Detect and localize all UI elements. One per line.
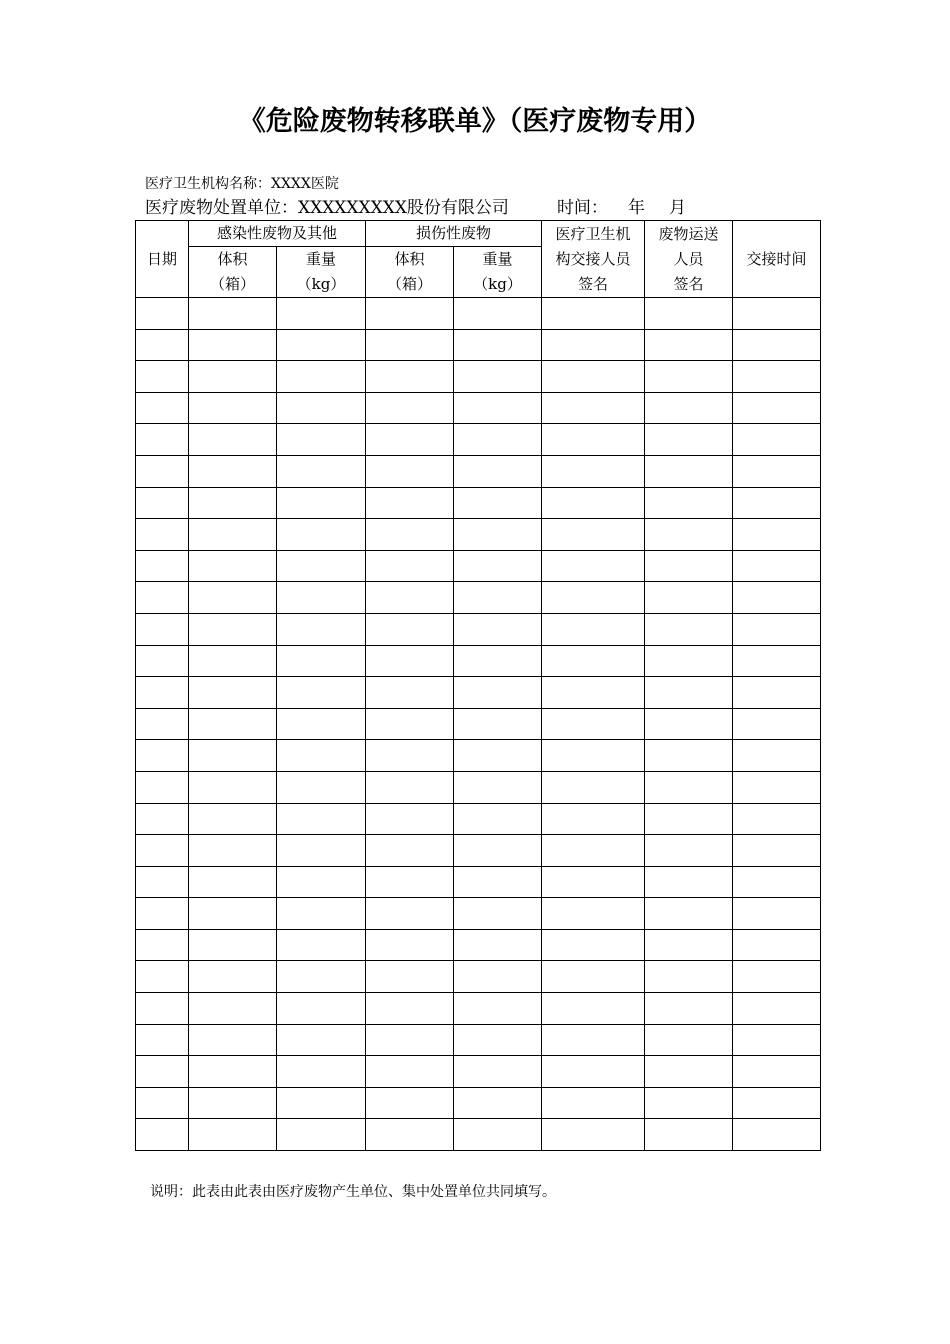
injury-volume-cell[interactable] <box>366 1024 454 1056</box>
injury-weight-cell[interactable] <box>454 740 542 772</box>
injury-weight-cell[interactable] <box>454 961 542 993</box>
handover-time-cell[interactable] <box>733 613 821 645</box>
table-row <box>136 1087 821 1119</box>
infectious-weight-cell[interactable] <box>277 519 366 551</box>
table-row <box>136 708 821 740</box>
handover-time-cell[interactable] <box>733 455 821 487</box>
handover-time-cell[interactable] <box>733 929 821 961</box>
infectious-volume-cell[interactable] <box>189 677 277 709</box>
facility-signature-cell[interactable] <box>542 929 645 961</box>
injury-volume-cell[interactable] <box>366 677 454 709</box>
facility-signature-header <box>542 221 645 298</box>
infectious-weight-cell[interactable] <box>277 392 366 424</box>
transport-signature-cell[interactable] <box>645 993 733 1025</box>
infectious-volume-cell[interactable] <box>189 1024 277 1056</box>
table-row <box>136 898 821 930</box>
injury-weight-cell[interactable] <box>454 866 542 898</box>
infectious-waste-header: 感染性废物及其他 <box>189 221 366 247</box>
facility-signature-cell[interactable] <box>542 866 645 898</box>
transport-signature-cell[interactable] <box>645 298 733 330</box>
infectious-weight-cell[interactable] <box>277 803 366 835</box>
injury-volume-cell[interactable] <box>366 392 454 424</box>
table-row <box>136 866 821 898</box>
table-row <box>136 550 821 582</box>
transport-signature-cell[interactable] <box>645 929 733 961</box>
table-row <box>136 424 821 456</box>
injury-weight-cell[interactable] <box>454 613 542 645</box>
facility-signature-cell[interactable] <box>542 613 645 645</box>
injury-volume-cell[interactable] <box>366 771 454 803</box>
infectious-weight-cell[interactable] <box>277 1119 366 1151</box>
infectious-volume-cell[interactable] <box>189 613 277 645</box>
infectious-volume-cell[interactable] <box>189 582 277 614</box>
injury-volume-cell[interactable] <box>366 487 454 519</box>
facility-signature-cell[interactable] <box>542 961 645 993</box>
transport-signature-cell[interactable] <box>645 487 733 519</box>
handover-time-cell[interactable] <box>733 993 821 1025</box>
transport-signature-line-2: 人员 <box>673 249 704 268</box>
transport-signature-cell[interactable] <box>645 835 733 867</box>
date-cell[interactable] <box>136 487 189 519</box>
injury-weight-cell[interactable] <box>454 455 542 487</box>
infectious-weight-cell[interactable] <box>277 424 366 456</box>
injury-weight-cell[interactable] <box>454 1087 542 1119</box>
transport-signature-cell[interactable] <box>645 803 733 835</box>
handover-time-cell[interactable] <box>733 329 821 361</box>
weight-label: 重量 <box>482 250 513 268</box>
table-row <box>136 613 821 645</box>
injury-weight-cell[interactable] <box>454 708 542 740</box>
facility-signature-line-3: 签名 <box>578 274 609 293</box>
infectious-volume-cell[interactable] <box>189 866 277 898</box>
injury-volume-cell[interactable] <box>366 613 454 645</box>
transport-signature-cell[interactable] <box>645 519 733 551</box>
facility-signature-cell[interactable] <box>542 993 645 1025</box>
injury-volume-cell[interactable] <box>366 1056 454 1088</box>
infectious-weight-cell[interactable] <box>277 298 366 330</box>
date-cell[interactable] <box>136 1024 189 1056</box>
transport-signature-cell[interactable] <box>645 645 733 677</box>
handover-time-cell[interactable] <box>733 835 821 867</box>
injury-weight-cell[interactable] <box>454 803 542 835</box>
infectious-volume-cell[interactable] <box>189 361 277 393</box>
table-row <box>136 329 821 361</box>
transport-signature-cell[interactable] <box>645 550 733 582</box>
handover-time-cell[interactable] <box>733 898 821 930</box>
injury-weight-cell[interactable] <box>454 487 542 519</box>
infectious-weight-cell[interactable] <box>277 771 366 803</box>
table-row <box>136 519 821 551</box>
infectious-volume-cell[interactable] <box>189 1119 277 1151</box>
infectious-weight-cell[interactable] <box>277 677 366 709</box>
date-header: 日期 <box>136 221 189 298</box>
infectious-volume-cell[interactable] <box>189 803 277 835</box>
date-cell[interactable] <box>136 993 189 1025</box>
handover-time-cell[interactable] <box>733 550 821 582</box>
date-cell[interactable] <box>136 929 189 961</box>
waste-transfer-table <box>135 220 821 1151</box>
date-cell[interactable] <box>136 550 189 582</box>
transport-signature-cell[interactable] <box>645 740 733 772</box>
date-cell[interactable] <box>136 961 189 993</box>
facility-signature-line-1: 医疗卫生机 <box>555 224 631 243</box>
facility-signature-cell[interactable] <box>542 835 645 867</box>
table-row <box>136 993 821 1025</box>
injury-volume-cell[interactable] <box>366 866 454 898</box>
infectious-weight-cell[interactable] <box>277 1024 366 1056</box>
table-row <box>136 677 821 709</box>
handover-time-cell[interactable] <box>733 708 821 740</box>
infectious-volume-cell[interactable] <box>189 455 277 487</box>
infectious-volume-header <box>189 247 277 298</box>
infectious-weight-cell[interactable] <box>277 455 366 487</box>
handover-time-cell[interactable] <box>733 424 821 456</box>
table-row <box>136 361 821 393</box>
handover-time-cell[interactable] <box>733 487 821 519</box>
transport-signature-cell[interactable] <box>645 455 733 487</box>
infectious-weight-cell[interactable] <box>277 740 366 772</box>
handover-time-cell[interactable] <box>733 519 821 551</box>
weight-unit: （kg） <box>296 275 346 293</box>
injury-weight-cell[interactable] <box>454 582 542 614</box>
injury-weight-cell[interactable] <box>454 1024 542 1056</box>
infectious-volume-cell[interactable] <box>189 392 277 424</box>
infectious-volume-cell[interactable] <box>189 329 277 361</box>
infectious-weight-header <box>277 247 366 298</box>
injury-volume-header <box>366 247 454 298</box>
injury-volume-cell[interactable] <box>366 550 454 582</box>
infectious-volume-cell[interactable] <box>189 424 277 456</box>
weight-unit: （kg） <box>473 275 522 293</box>
time-label: 时间： <box>556 198 608 218</box>
transport-signature-cell[interactable] <box>645 771 733 803</box>
injury-volume-cell[interactable] <box>366 835 454 867</box>
infectious-volume-cell[interactable] <box>189 740 277 772</box>
facility-signature-cell[interactable] <box>542 424 645 456</box>
infectious-weight-cell[interactable] <box>277 1056 366 1088</box>
transport-signature-header <box>645 221 733 298</box>
handover-time-cell[interactable] <box>733 771 821 803</box>
injury-weight-cell[interactable] <box>454 677 542 709</box>
injury-weight-cell[interactable] <box>454 519 542 551</box>
facility-signature-cell[interactable] <box>542 361 645 393</box>
date-cell[interactable] <box>136 1087 189 1119</box>
date-cell[interactable] <box>136 645 189 677</box>
infectious-weight-cell[interactable] <box>277 550 366 582</box>
date-cell[interactable] <box>136 392 189 424</box>
date-cell[interactable] <box>136 298 189 330</box>
date-cell[interactable] <box>136 708 189 740</box>
handover-time-header: 交接时间 <box>733 221 821 298</box>
transport-signature-cell[interactable] <box>645 329 733 361</box>
handover-time-cell[interactable] <box>733 677 821 709</box>
facility-signature-cell[interactable] <box>542 708 645 740</box>
infectious-weight-cell[interactable] <box>277 929 366 961</box>
injury-weight-header <box>454 247 542 298</box>
injury-weight-cell[interactable] <box>454 550 542 582</box>
injury-volume-cell[interactable] <box>366 298 454 330</box>
infectious-volume-cell[interactable] <box>189 519 277 551</box>
infectious-weight-cell[interactable] <box>277 993 366 1025</box>
infectious-volume-cell[interactable] <box>189 771 277 803</box>
infectious-weight-cell[interactable] <box>277 645 366 677</box>
facility-signature-cell[interactable] <box>542 455 645 487</box>
medical-institution-line <box>145 174 339 194</box>
injury-weight-cell[interactable] <box>454 835 542 867</box>
table-body <box>136 298 821 1151</box>
handover-time-cell[interactable] <box>733 803 821 835</box>
facility-signature-cell[interactable] <box>542 771 645 803</box>
injury-waste-header: 损伤性废物 <box>366 221 542 247</box>
volume-label: 体积 <box>394 250 425 268</box>
volume-unit: （箱） <box>209 275 255 293</box>
infectious-weight-cell[interactable] <box>277 329 366 361</box>
infectious-volume-cell[interactable] <box>189 298 277 330</box>
handover-time-cell[interactable] <box>733 1087 821 1119</box>
date-cell[interactable] <box>136 613 189 645</box>
month-label: 月 <box>668 198 686 218</box>
table-row <box>136 582 821 614</box>
infectious-weight-cell[interactable] <box>277 961 366 993</box>
date-cell[interactable] <box>136 1119 189 1151</box>
transport-signature-line-3: 签名 <box>673 274 704 293</box>
date-cell[interactable] <box>136 519 189 551</box>
disposal-unit-line <box>145 196 686 220</box>
facility-signature-cell[interactable] <box>542 519 645 551</box>
facility-signature-cell[interactable] <box>542 1087 645 1119</box>
transport-signature-cell[interactable] <box>645 613 733 645</box>
facility-signature-cell[interactable] <box>542 1024 645 1056</box>
facility-signature-cell[interactable] <box>542 550 645 582</box>
facility-signature-cell[interactable] <box>542 740 645 772</box>
infectious-volume-cell[interactable] <box>189 708 277 740</box>
injury-weight-cell[interactable] <box>454 1119 542 1151</box>
handover-time-cell[interactable] <box>733 1024 821 1056</box>
injury-weight-cell[interactable] <box>454 298 542 330</box>
infectious-volume-cell[interactable] <box>189 1056 277 1088</box>
table-row <box>136 392 821 424</box>
infectious-weight-cell[interactable] <box>277 866 366 898</box>
handover-time-cell[interactable] <box>733 1119 821 1151</box>
transport-signature-cell[interactable] <box>645 898 733 930</box>
transport-signature-cell[interactable] <box>645 708 733 740</box>
infectious-weight-cell[interactable] <box>277 1087 366 1119</box>
infectious-volume-cell[interactable] <box>189 993 277 1025</box>
table-row <box>136 803 821 835</box>
injury-volume-cell[interactable] <box>366 898 454 930</box>
date-cell[interactable] <box>136 740 189 772</box>
volume-label: 体积 <box>217 250 248 268</box>
handover-time-cell[interactable] <box>733 582 821 614</box>
date-cell[interactable] <box>136 424 189 456</box>
date-cell[interactable] <box>136 898 189 930</box>
table-row <box>136 961 821 993</box>
date-cell[interactable] <box>136 361 189 393</box>
transport-signature-cell[interactable] <box>645 677 733 709</box>
date-cell[interactable] <box>136 1056 189 1088</box>
transport-signature-cell[interactable] <box>645 361 733 393</box>
transport-signature-cell[interactable] <box>645 582 733 614</box>
infectious-volume-cell[interactable] <box>189 929 277 961</box>
infectious-weight-cell[interactable] <box>277 613 366 645</box>
injury-weight-cell[interactable] <box>454 329 542 361</box>
table-row <box>136 740 821 772</box>
handover-time-cell[interactable] <box>733 645 821 677</box>
facility-signature-cell[interactable] <box>542 677 645 709</box>
facility-signature-cell[interactable] <box>542 392 645 424</box>
injury-weight-cell[interactable] <box>454 771 542 803</box>
injury-volume-cell[interactable] <box>366 582 454 614</box>
facility-signature-cell[interactable] <box>542 582 645 614</box>
facility-signature-cell[interactable] <box>542 298 645 330</box>
facility-signature-cell[interactable] <box>542 487 645 519</box>
transport-signature-cell[interactable] <box>645 424 733 456</box>
facility-signature-cell[interactable] <box>542 329 645 361</box>
facility-signature-cell[interactable] <box>542 803 645 835</box>
infectious-volume-cell[interactable] <box>189 645 277 677</box>
year-label: 年 <box>627 198 645 218</box>
injury-weight-cell[interactable] <box>454 361 542 393</box>
infectious-weight-cell[interactable] <box>277 487 366 519</box>
injury-weight-cell[interactable] <box>454 993 542 1025</box>
facility-signature-cell[interactable] <box>542 645 645 677</box>
injury-volume-cell[interactable] <box>366 361 454 393</box>
infectious-volume-cell[interactable] <box>189 487 277 519</box>
handover-time-cell[interactable] <box>733 866 821 898</box>
handover-time-cell[interactable] <box>733 740 821 772</box>
date-cell[interactable] <box>136 803 189 835</box>
handover-time-cell[interactable] <box>733 1056 821 1088</box>
injury-volume-cell[interactable] <box>366 740 454 772</box>
infectious-volume-cell[interactable] <box>189 961 277 993</box>
injury-volume-cell[interactable] <box>366 803 454 835</box>
date-cell[interactable] <box>136 455 189 487</box>
injury-volume-cell[interactable] <box>366 455 454 487</box>
injury-weight-cell[interactable] <box>454 898 542 930</box>
infectious-weight-cell[interactable] <box>277 361 366 393</box>
infectious-volume-cell[interactable] <box>189 835 277 867</box>
table-row <box>136 1119 821 1151</box>
facility-signature-cell[interactable] <box>542 1119 645 1151</box>
injury-volume-cell[interactable] <box>366 929 454 961</box>
facility-signature-cell[interactable] <box>542 1056 645 1088</box>
injury-volume-cell[interactable] <box>366 708 454 740</box>
transport-signature-line-1: 废物运送 <box>658 224 719 243</box>
transport-signature-cell[interactable] <box>645 1087 733 1119</box>
handover-time-cell[interactable] <box>733 961 821 993</box>
injury-volume-cell[interactable] <box>366 1087 454 1119</box>
footnote: 说明：此表由此表由医疗废物产生单位、集中处置单位共同填写。 <box>150 1184 556 1200</box>
handover-time-cell[interactable] <box>733 392 821 424</box>
handover-time-cell[interactable] <box>733 361 821 393</box>
table-row <box>136 1056 821 1088</box>
transport-signature-cell[interactable] <box>645 1119 733 1151</box>
handover-time-cell[interactable] <box>733 298 821 330</box>
date-cell[interactable] <box>136 866 189 898</box>
date-cell[interactable] <box>136 771 189 803</box>
table-row <box>136 835 821 867</box>
table-row <box>136 487 821 519</box>
injury-weight-cell[interactable] <box>454 645 542 677</box>
table-row <box>136 298 821 330</box>
table-row <box>136 645 821 677</box>
weight-label: 重量 <box>306 250 337 268</box>
disposal-unit-label: 医疗废物处置单位： <box>145 198 298 218</box>
date-cell[interactable] <box>136 329 189 361</box>
transport-signature-cell[interactable] <box>645 1024 733 1056</box>
injury-volume-cell[interactable] <box>366 961 454 993</box>
injury-weight-cell[interactable] <box>454 929 542 961</box>
date-cell[interactable] <box>136 835 189 867</box>
infectious-weight-cell[interactable] <box>277 708 366 740</box>
infectious-weight-cell[interactable] <box>277 898 366 930</box>
table-row <box>136 455 821 487</box>
table-row <box>136 771 821 803</box>
institution-name: XXXX医院 <box>271 176 339 192</box>
injury-volume-cell[interactable] <box>366 993 454 1025</box>
infectious-volume-cell[interactable] <box>189 1087 277 1119</box>
injury-weight-cell[interactable] <box>454 1056 542 1088</box>
transport-signature-cell[interactable] <box>645 866 733 898</box>
infectious-volume-cell[interactable] <box>189 898 277 930</box>
injury-volume-cell[interactable] <box>366 645 454 677</box>
injury-volume-cell[interactable] <box>366 329 454 361</box>
transport-signature-cell[interactable] <box>645 392 733 424</box>
institution-label: 医疗卫生机构名称： <box>145 176 271 192</box>
volume-unit: （箱） <box>387 275 433 293</box>
infectious-volume-cell[interactable] <box>189 550 277 582</box>
document-title: 《危险废物转移联单》（医疗废物专用） <box>238 106 712 137</box>
infectious-weight-cell[interactable] <box>277 582 366 614</box>
injury-weight-cell[interactable] <box>454 424 542 456</box>
facility-signature-line-2: 构交接人员 <box>555 249 631 268</box>
transport-signature-cell[interactable] <box>645 961 733 993</box>
injury-weight-cell[interactable] <box>454 392 542 424</box>
injury-volume-cell[interactable] <box>366 1119 454 1151</box>
injury-volume-cell[interactable] <box>366 424 454 456</box>
table-row <box>136 929 821 961</box>
infectious-weight-cell[interactable] <box>277 835 366 867</box>
facility-signature-cell[interactable] <box>542 898 645 930</box>
date-cell[interactable] <box>136 582 189 614</box>
injury-volume-cell[interactable] <box>366 519 454 551</box>
table-row <box>136 1024 821 1056</box>
transport-signature-cell[interactable] <box>645 1056 733 1088</box>
disposal-unit-name: XXXXXXXXX股份有限公司 <box>298 198 509 218</box>
date-cell[interactable] <box>136 677 189 709</box>
